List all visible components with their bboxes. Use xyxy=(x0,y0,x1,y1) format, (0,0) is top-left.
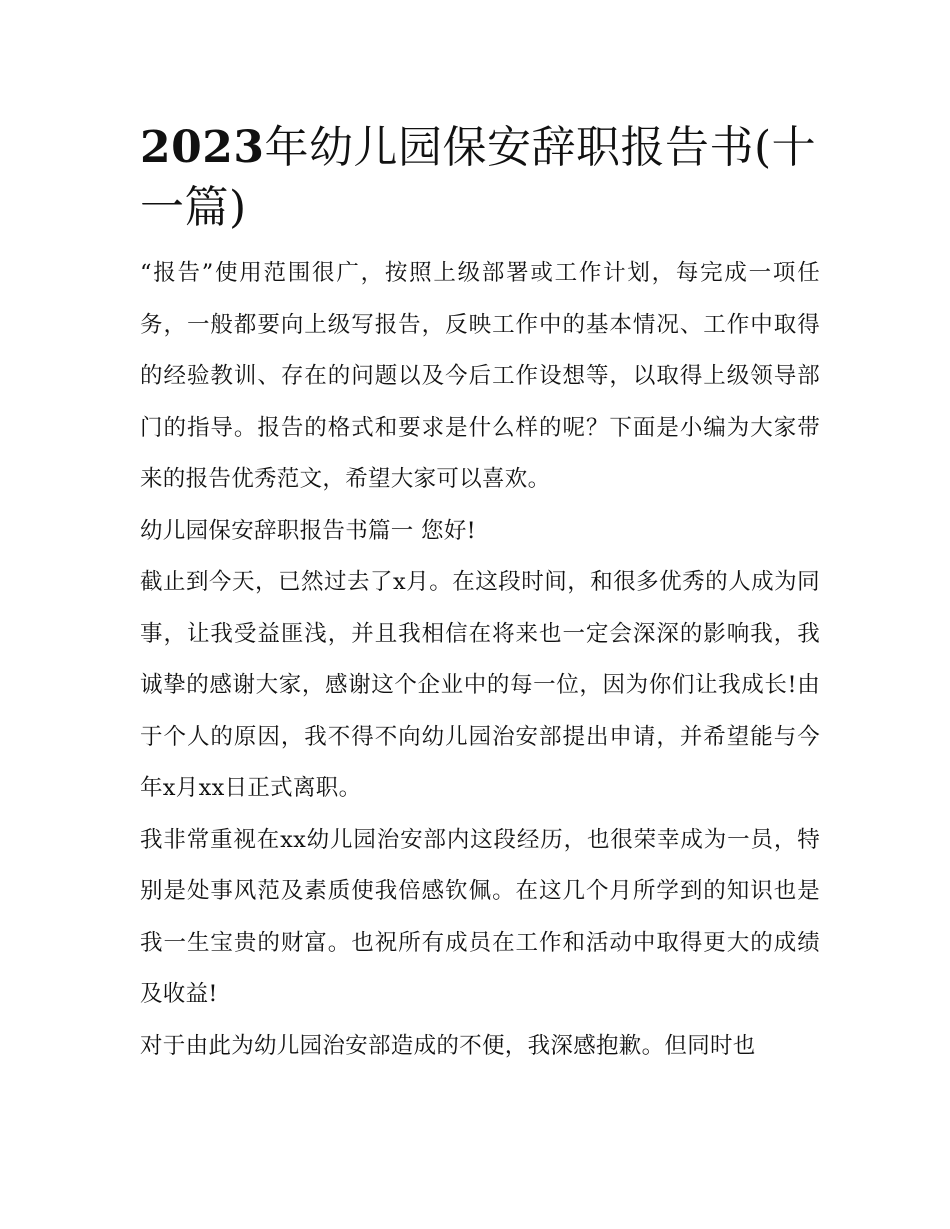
document-content xyxy=(140,118,820,1072)
paragraph-section-heading: 幼儿园保安辞职报告书篇一 您好! xyxy=(140,517,476,544)
paragraph-body-3: 对于由此为幼儿园治安部造成的不便，我深感抱歉。但同时也 xyxy=(140,1032,756,1059)
paragraph-body-2: 我非常重视在xx幼儿园治安部内这段经历，也很荣幸成为一员，特别是处事风范及素质使我倍感钦佩。在这几个月所学到的知识也是我一生宝贵的财富。也祝所有成员在工作和活动中取得更大的成绩及收益! xyxy=(140,826,820,1007)
paragraph-intro: “报告”使用范围很广，按照上级部署或工作计划，每完成一项任务，一般都要向上级写报告，反映工作中的基本情况、工作中取得的经验教训、存在的问题以及今后工作设想等，以取得上级领导部门的指导。报告的格式和要求是什么样的呢？下面是小编为大家带来的报告优秀范文，希望大家可以喜欢。 xyxy=(140,260,820,492)
title-text: 年幼儿园保安辞职报告书(十一篇) xyxy=(140,122,817,233)
document-body xyxy=(140,248,820,1072)
paragraph-body-1: 截止到今天，已然过去了x月。在这段时间，和很多优秀的人成为同事，让我受益匪浅，并且我相信在将来也一定会深深的影响我，我诚挚的感谢大家，感谢这个企业中的每一位，因为你们让我成长!由于个人的原因，我不得不向幼儿园治安部提出申请，并希望能与今年x月xx日正式离职。 xyxy=(140,569,820,801)
title-year: 2023 xyxy=(140,122,265,173)
document-title xyxy=(140,118,820,238)
